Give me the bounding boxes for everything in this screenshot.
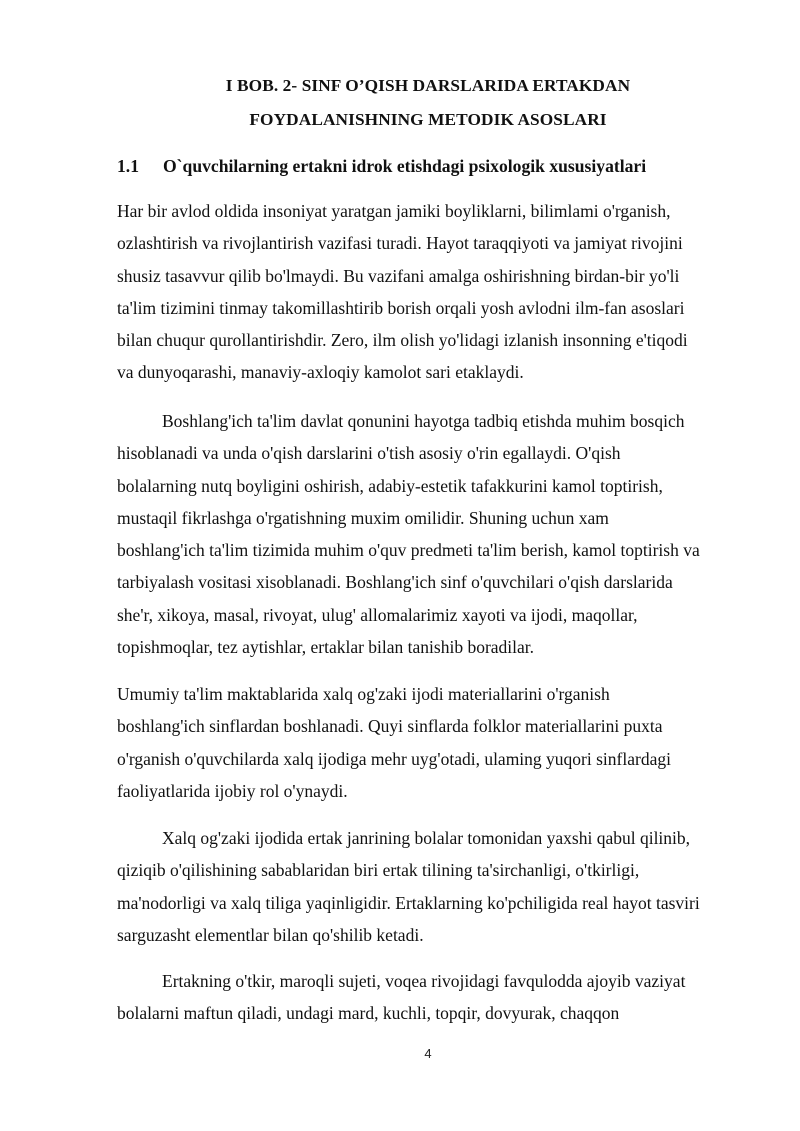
paragraph-4 xyxy=(117,822,757,951)
text-line: hisoblanadi va unda o'qish darslarini o'tish asosiy o'rin egallaydi. O'qish xyxy=(117,443,621,464)
text-line: bolalarni maftun qiladi, undagi mard, kuchli, topqir, dovyurak, chaqqon xyxy=(117,1003,620,1024)
text-line: shusiz tasavvur qilib bo'lmaydi. Bu vazifani amalga oshirishning birdan-bir yo'li xyxy=(117,265,680,286)
chapter-title-line-2: FOYDALANISHNING METODIK ASOSLARI xyxy=(249,110,607,129)
text-line: ta'lim tizimini tinmay takomillashtirib borish orqali yosh avlodni ilm-fan asoslari xyxy=(117,297,685,318)
text-line: sarguzasht elementlar bilan qo'shilib ketadi. xyxy=(117,924,424,945)
text-line: ozlashtirish va rivojlantirish vazifasi turadi. Hayot taraqqiyoti va jamiyat rivojini xyxy=(117,233,683,254)
paragraph-2 xyxy=(117,405,757,663)
text-line: bolalarning nutq boyligini oshirish, adabiy-estetik tafakkurini kamol toptirish, xyxy=(117,475,663,496)
paragraph-5 xyxy=(117,965,757,1030)
text-line: mustaqil fikrlashga o'rgatishning muxim omilidir. Shuning uchun xam xyxy=(117,507,609,528)
chapter-title-line-1: I BOB. 2- SINF O’QISH DARSLARIDA ERTAKDAN xyxy=(225,76,631,95)
text-line: topishmoqlar, tez aytishlar, ertaklar bilan tanishib boradilar. xyxy=(117,637,535,658)
paragraph-1 xyxy=(117,195,757,389)
text-line: ma'nodorligi va xalq tiliga yaqinligidir. Ertaklarning ko'pchiligida real hayot tasviri xyxy=(117,892,700,913)
text-line: Umumiy ta'lim maktablarida xalq og'zaki ijodi materiallarini o'rganish xyxy=(117,684,610,704)
text-line: qiziqib o'qilishining sabablaridan biri ertak tilining ta'sirchanligi, o'tkirligi, xyxy=(117,860,640,881)
paragraph-3 xyxy=(117,678,757,807)
text-line: boshlang'ich sinflardan boshlanadi. Quyi sinflarda folklor materiallarini puxta xyxy=(117,716,663,737)
text-line: she'r, xikoya, masal, rivoyat, ulug' allomalarimiz xayoti va ijodi, maqollar, xyxy=(117,604,638,625)
text-line: Boshlang'ich ta'lim davlat qonunini hayotga tadbiq etishda muhim bosqich xyxy=(162,411,685,431)
section-heading xyxy=(117,156,646,177)
text-line: boshlang'ich ta'lim tizimida muhim o'quv predmeti ta'lim berish, kamol toptirish va xyxy=(117,540,700,561)
section-number: 1.1 xyxy=(117,156,139,176)
text-line: Ertakning o'tkir, maroqli sujeti, voqea rivojidagi favqulodda ajoyib vaziyat xyxy=(162,971,686,991)
text-line: faoliyatlarida ijobiy rol o'ynaydi. xyxy=(117,780,348,801)
page-number: 4 xyxy=(424,1046,432,1061)
section-title: O`quvchilarning ertakni idrok etishdagi psixologik xususiyatlari xyxy=(163,156,647,176)
text-line: Har bir avlod oldida insoniyat yaratgan jamiki boyliklarni, bilimlami o'rganish, xyxy=(117,201,671,221)
text-line: Xalq og'zaki ijodida ertak janrining bolalar tomonidan yaxshi qabul qilinib, xyxy=(162,828,691,848)
text-line: va dunyoqarashi, manaviy-axloqiy kamolot sari etaklaydi. xyxy=(117,362,524,383)
text-line: tarbiyalash vositasi xisoblanadi. Boshlang'ich sinf o'quvchilari o'qish darslarida xyxy=(117,572,673,593)
text-line: o'rganish o'quvchilarda xalq ijodiga mehr uyg'otadi, ulaming yuqori sinflardagi xyxy=(117,748,671,769)
text-line: bilan chuqur qurollantirishdir. Zero, ilm olish yo'lidagi izlanish insonning e'tiqodi xyxy=(117,330,688,351)
